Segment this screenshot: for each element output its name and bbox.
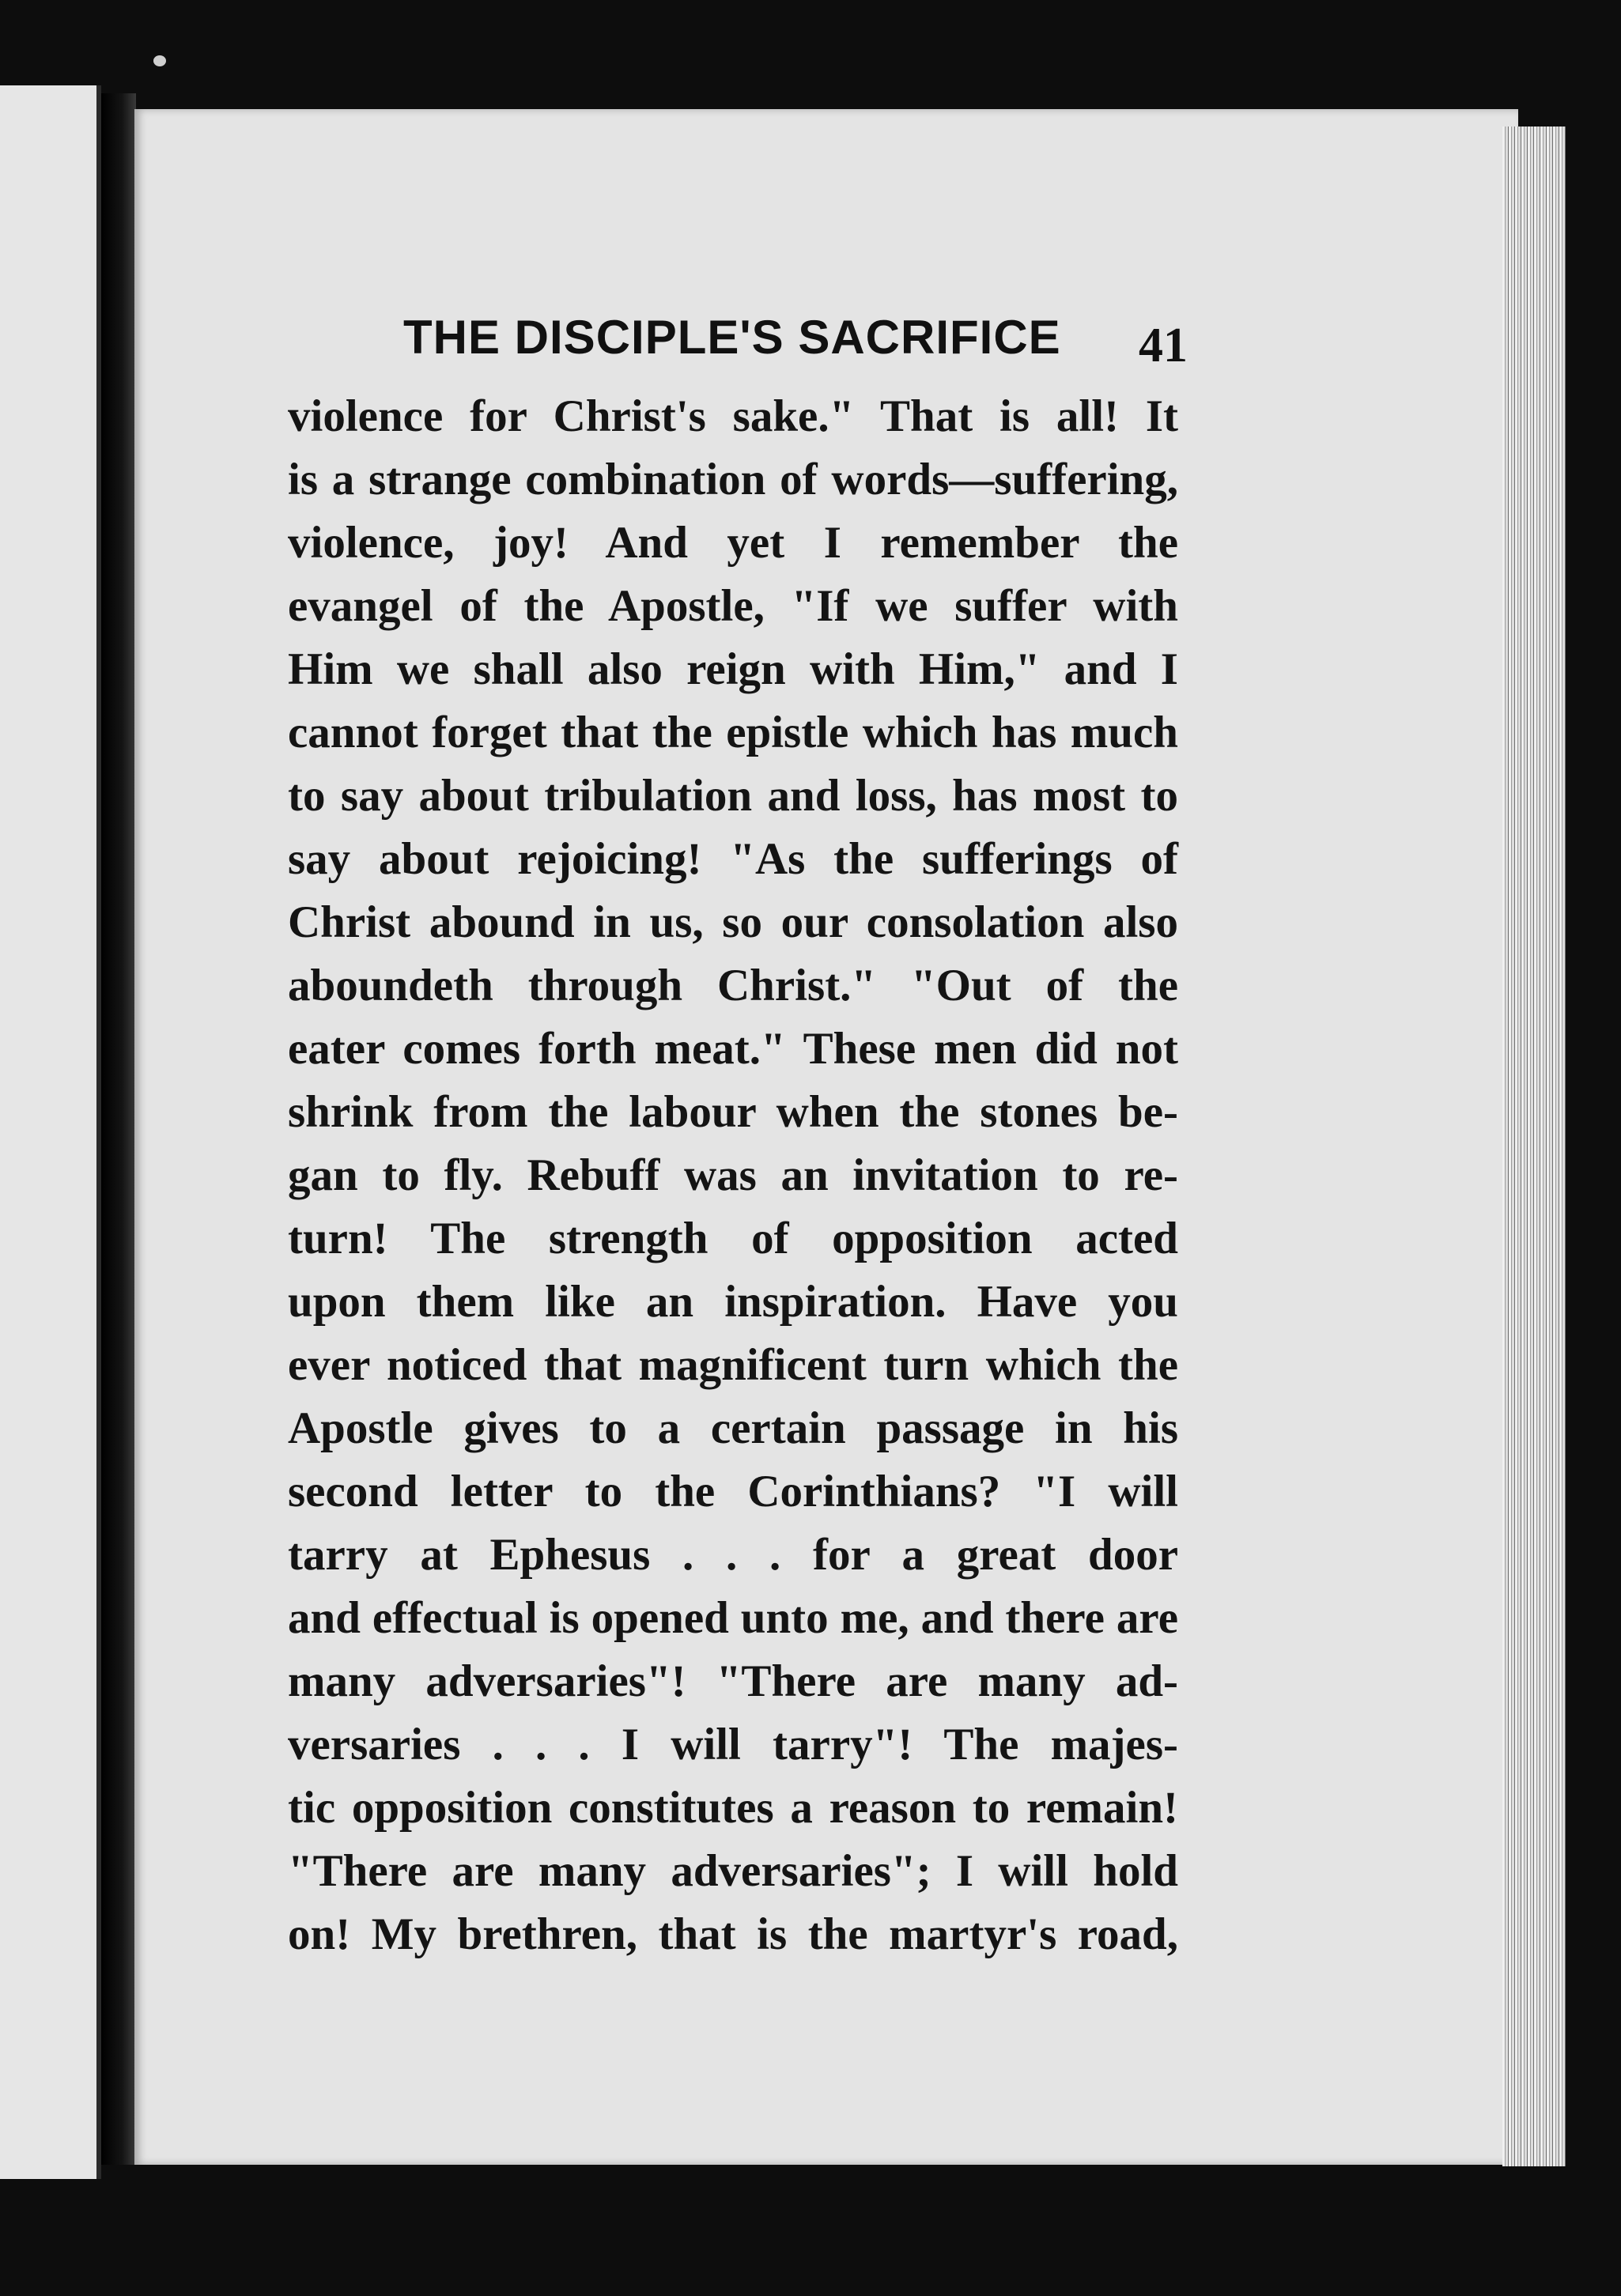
text-line: violence, joy! And yet I remember the [288,518,1178,568]
body-text [288,385,1178,1966]
text-line: violence for Christ's sake." That is all! It [288,391,1178,441]
text-line: and effectual is opened unto me, and there are [288,1593,1178,1643]
text-line: shrink from the labour when the stones be- [288,1087,1178,1137]
text-line: cannot forget that the epistle which has much [288,708,1178,757]
text-line: eater comes forth meat." These men did not [288,1024,1178,1074]
text-line: upon them like an inspiration. Have you [288,1277,1178,1327]
text-line: evangel of the Apostle, "If we suffer with [288,581,1178,631]
running-header: THE DISCIPLE'S SACRIFICE [403,311,1061,364]
text-line: second letter to the Corinthians? "I will [288,1467,1178,1516]
text-line: aboundeth through Christ." "Out of the [288,961,1178,1010]
text-line: Him we shall also reign with Him," and I [288,644,1178,694]
scan-speck [153,55,166,66]
text-line: Apostle gives to a certain passage in his [288,1403,1178,1453]
book-gutter [101,93,136,2165]
text-line: is a strange combination of words—suffering, [288,455,1178,504]
page-stack-edges [1502,127,1566,2166]
text-line: on! My brethren, that is the martyr's road, [288,1909,1178,1959]
text-line: ever noticed that magnificent turn which the [288,1340,1178,1390]
text-line: turn! The strength of opposition acted [288,1214,1178,1263]
facing-page-edge [0,85,101,2179]
text-line: tarry at Ephesus . . . for a great door [288,1530,1178,1580]
text-line: to say about tribulation and loss, has most to [288,771,1178,821]
text-line: say about rejoicing! "As the sufferings of [288,834,1178,884]
text-line: gan to fly. Rebuff was an invitation to re- [288,1150,1178,1200]
page-number: 41 [1139,319,1188,372]
text-line: tic opposition constitutes a reason to remain! [288,1783,1178,1833]
text-line: versaries . . . I will tarry"! The majes- [288,1720,1178,1769]
text-line: Christ abound in us, so our consolation also [288,897,1178,947]
text-line: many adversaries"! "There are many ad- [288,1656,1178,1706]
text-line: "There are many adversaries"; I will hold [288,1846,1178,1896]
